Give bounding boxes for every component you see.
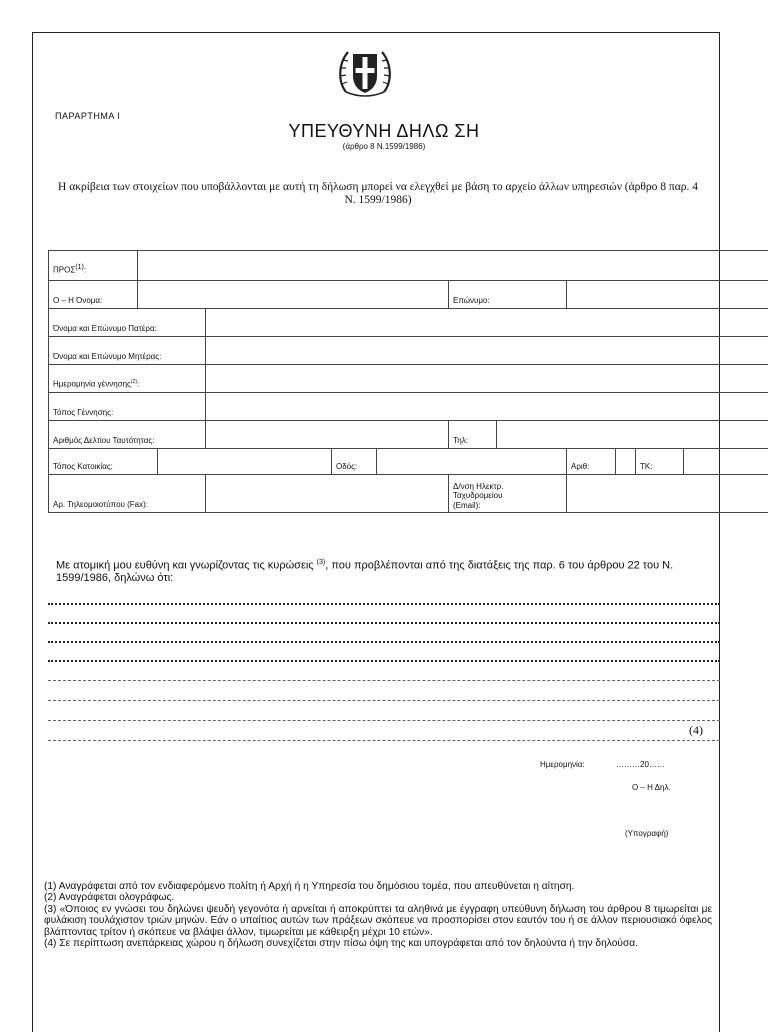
street-number-label: Αριθ:	[567, 449, 616, 475]
document-subtitle: (άρθρο 8 Ν.1599/1986)	[0, 142, 768, 151]
declaration-line[interactable]	[48, 680, 720, 681]
footnote-2: (2) Αναγράφεται ολογράφως.	[44, 892, 712, 903]
birthdate-label: Ημερομηνία γέννησης$^{(2)}$:	[49, 365, 206, 393]
birthplace-field[interactable]	[206, 393, 768, 421]
greek-coat-of-arms-icon	[336, 44, 394, 100]
declaration-line[interactable]	[48, 641, 720, 643]
footnote-3: (3) «Όποιος εν γνώσει του δηλώνει ψευδή γεγονότα ή αρνείται ή αποκρύπτει τα αληθινά με έγγραφη υπεύθυνη δήλωση του άρθρου 8 τιμωρείται με φυλάκιση τουλάχιστον τριών μηνών. Εάν ο υπαίτιος αυτών των πράξεων σκόπευε να προσπορίσει στον εαυτόν του ή σε άλλον περιουσιακό όφελος βλάπτοντας τρίτον ή σκόπευε να βλάψει άλλον, τιμωρείται με κάθειρξη μέχρι 10 ετών».	[44, 904, 712, 938]
email-label: Δ/νση Ηλεκτρ. Ταχυδρομείου (Email):	[449, 475, 567, 513]
mother-name-label: Όνομα και Επώνυμο Μητέρας:	[49, 337, 206, 365]
fax-label: Αρ. Τηλεομοιοτύπου (Fax):	[49, 475, 206, 513]
street-label: Οδός:	[332, 449, 377, 475]
street-field[interactable]	[377, 449, 567, 475]
date-label: Ημερομηνία:	[540, 760, 585, 769]
father-name-field[interactable]	[206, 309, 768, 337]
continuation-note-ref: (4)	[689, 723, 703, 738]
document-title: ΥΠΕΥΘΥΝΗ ΔΗΛΩ ΣΗ	[0, 121, 768, 142]
residence-field[interactable]	[158, 449, 332, 475]
street-number-field[interactable]	[616, 449, 636, 475]
declaration-line[interactable]	[48, 700, 720, 701]
declarant-label: Ο – Η Δηλ.	[632, 783, 671, 792]
declaration-line[interactable]	[48, 660, 720, 662]
declaration-line[interactable]	[48, 622, 720, 624]
declarant-details-table	[48, 250, 768, 513]
zip-label: ΤΚ:	[636, 449, 684, 475]
signature-label: (Υπογραφή)	[625, 829, 668, 838]
footnote-4: (4) Σε περίπτωση ανεπάρκειας χώρου η δήλωση συνεχίζεται στην πίσω όψη της και υπογράφεται από τον δηλούντα ή την δηλούσα.	[44, 938, 712, 949]
residence-label: Τόπος Κατοικίας:	[49, 449, 158, 475]
phone-field[interactable]	[497, 421, 768, 449]
birthplace-label: Τόπος Γέννησης:	[49, 393, 206, 421]
id-number-label: Αριθμός Δελτίου Ταυτότητας:	[49, 421, 206, 449]
declaration-line[interactable]	[48, 740, 720, 741]
mother-name-field[interactable]	[206, 337, 768, 365]
father-name-label: Όνομα και Επώνυμο Πατέρα:	[49, 309, 206, 337]
fax-field[interactable]	[206, 475, 449, 513]
date-field[interactable]: ………20……	[616, 760, 665, 769]
declaration-text: Με ατομική μου ευθύνη και γνωρίζοντας τις κυρώσεις $^{(3)}$, που προβλέπονται από της διατάξεις της παρ. 6 του άρθρου 22 του Ν. 1599/1986, δηλώνω ότι:	[56, 557, 706, 584]
footnote-1: (1) Αναγράφεται από τον ενδιαφερόμενο πολίτη ή Αρχή ή η Υπηρεσία του δημόσιου τομέα, που απευθύνεται η αίτηση.	[44, 881, 712, 892]
annex-label: ΠΑΡΑΡΤΗΜΑ Ι	[55, 111, 120, 121]
intro-text: Η ακρίβεια των στοιχείων που υποβάλλονται με αυτή τη δήλωση μπορεί να ελεγχθεί με βάση το αρχείο άλλων υπηρεσιών (άρθρο 8 παρ. 4 Ν. 1599/1986)	[58, 181, 698, 207]
phone-label: Τηλ:	[449, 421, 497, 449]
footnotes	[44, 881, 712, 949]
to-field[interactable]	[138, 251, 768, 281]
surname-field[interactable]	[567, 281, 768, 309]
name-field[interactable]	[138, 281, 449, 309]
to-label: ΠΡΟΣ$^{(1)}$:	[49, 251, 138, 281]
surname-label: Επώνυμο:	[449, 281, 567, 309]
declaration-line[interactable]	[48, 720, 720, 721]
name-label: Ο – Η Όνομα:	[49, 281, 138, 309]
birthdate-field[interactable]	[206, 365, 768, 393]
declaration-line[interactable]	[48, 603, 720, 605]
zip-field[interactable]	[684, 449, 768, 475]
email-field[interactable]	[567, 475, 768, 513]
id-number-field[interactable]	[206, 421, 449, 449]
